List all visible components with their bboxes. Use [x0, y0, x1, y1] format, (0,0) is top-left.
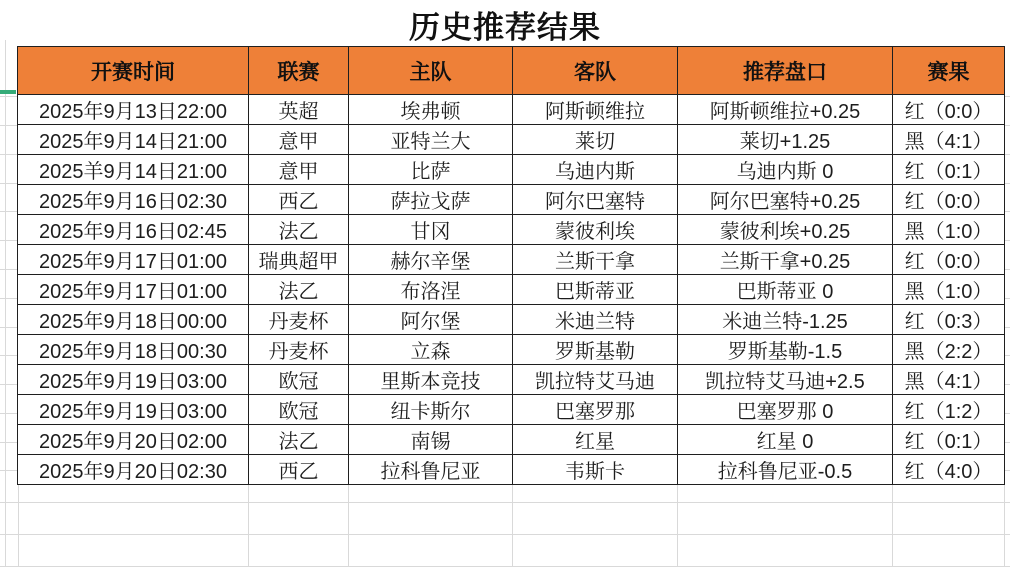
home-team-cell[interactable]: 赫尔辛堡 [349, 245, 513, 275]
away-team-cell[interactable]: 红星 [513, 425, 678, 455]
table-row [18, 125, 1005, 155]
away-team-cell[interactable]: 蒙彼利埃 [513, 215, 678, 245]
header-cell-home-team[interactable]: 主队 [349, 47, 513, 95]
home-team-cell[interactable]: 阿尔堡 [349, 305, 513, 335]
home-team-cell[interactable]: 拉科鲁尼亚 [349, 455, 513, 485]
match-time-cell[interactable]: 2025年9月17日01:00 [18, 245, 249, 275]
handicap-cell[interactable]: 阿斯顿维拉+0.25 [678, 95, 893, 125]
league-cell[interactable]: 欧冠 [249, 395, 349, 425]
match-time-cell[interactable]: 2025年9月16日02:30 [18, 185, 249, 215]
away-team-cell[interactable]: 阿斯顿维拉 [513, 95, 678, 125]
league-cell[interactable]: 法乙 [249, 275, 349, 305]
row-selection-indicator [0, 90, 16, 94]
match-time-cell[interactable]: 2025年9月13日22:00 [18, 95, 249, 125]
match-time-cell[interactable]: 2025年9月20日02:00 [18, 425, 249, 455]
home-team-cell[interactable]: 南锡 [349, 425, 513, 455]
away-team-cell[interactable]: 罗斯基勒 [513, 335, 678, 365]
result-cell[interactable]: 黑（2:2） [893, 335, 1005, 365]
handicap-cell[interactable]: 莱切+1.25 [678, 125, 893, 155]
league-cell[interactable]: 英超 [249, 95, 349, 125]
table-row [18, 455, 1005, 485]
result-cell[interactable]: 黑（4:1） [893, 365, 1005, 395]
page-title: 历史推荐结果 [409, 10, 601, 45]
result-cell[interactable]: 黑（1:0） [893, 275, 1005, 305]
header-row [18, 47, 1005, 95]
table-row [18, 185, 1005, 215]
league-cell[interactable]: 意甲 [249, 125, 349, 155]
handicap-cell[interactable]: 巴塞罗那 0 [678, 395, 893, 425]
away-team-cell[interactable]: 兰斯干拿 [513, 245, 678, 275]
handicap-cell[interactable]: 阿尔巴塞特+0.25 [678, 185, 893, 215]
header-cell-result[interactable]: 赛果 [893, 47, 1005, 95]
handicap-cell[interactable]: 拉科鲁尼亚-0.5 [678, 455, 893, 485]
league-cell[interactable]: 瑞典超甲 [249, 245, 349, 275]
away-team-cell[interactable]: 韦斯卡 [513, 455, 678, 485]
result-cell[interactable]: 红（0:3） [893, 305, 1005, 335]
handicap-cell[interactable]: 罗斯基勒-1.5 [678, 335, 893, 365]
home-team-cell[interactable]: 亚特兰大 [349, 125, 513, 155]
match-time-cell[interactable]: 2025羊9月14日21:00 [18, 155, 249, 185]
table-row [18, 305, 1005, 335]
header-cell-league[interactable]: 联赛 [249, 47, 349, 95]
league-cell[interactable]: 欧冠 [249, 365, 349, 395]
away-team-cell[interactable]: 巴斯蒂亚 [513, 275, 678, 305]
home-team-cell[interactable]: 纽卡斯尔 [349, 395, 513, 425]
result-cell[interactable]: 红（0:1） [893, 155, 1005, 185]
league-cell[interactable]: 西乙 [249, 185, 349, 215]
away-team-cell[interactable]: 乌迪内斯 [513, 155, 678, 185]
away-team-cell[interactable]: 阿尔巴塞特 [513, 185, 678, 215]
result-cell[interactable]: 红（0:0） [893, 185, 1005, 215]
home-team-cell[interactable]: 甘冈 [349, 215, 513, 245]
league-cell[interactable]: 法乙 [249, 215, 349, 245]
away-team-cell[interactable]: 莱切 [513, 125, 678, 155]
result-cell[interactable]: 黑（4:1） [893, 125, 1005, 155]
result-cell[interactable]: 红（0:0） [893, 95, 1005, 125]
home-team-cell[interactable]: 比萨 [349, 155, 513, 185]
table-row [18, 275, 1005, 305]
table-row [18, 395, 1005, 425]
header-cell-handicap[interactable]: 推荐盘口 [678, 47, 893, 95]
handicap-cell[interactable]: 红星 0 [678, 425, 893, 455]
table-row [18, 155, 1005, 185]
table-row [18, 95, 1005, 125]
header-cell-away-team[interactable]: 客队 [513, 47, 678, 95]
handicap-cell[interactable]: 乌迪内斯 0 [678, 155, 893, 185]
match-time-cell[interactable]: 2025年9月19日03:00 [18, 395, 249, 425]
results-tbody [18, 95, 1005, 485]
league-cell[interactable]: 丹麦杯 [249, 335, 349, 365]
gridline [5, 40, 6, 567]
home-team-cell[interactable]: 萨拉戈萨 [349, 185, 513, 215]
handicap-cell[interactable]: 米迪兰特-1.25 [678, 305, 893, 335]
match-time-cell[interactable]: 2025年9月19日03:00 [18, 365, 249, 395]
league-cell[interactable]: 西乙 [249, 455, 349, 485]
match-time-cell[interactable]: 2025年9月17日01:00 [18, 275, 249, 305]
result-cell[interactable]: 红（4:0） [893, 455, 1005, 485]
results-table [17, 46, 1005, 485]
gridline [0, 534, 1010, 535]
league-cell[interactable]: 法乙 [249, 425, 349, 455]
table-row [18, 215, 1005, 245]
handicap-cell[interactable]: 巴斯蒂亚 0 [678, 275, 893, 305]
table-row [18, 365, 1005, 395]
gridline [0, 502, 1010, 503]
away-team-cell[interactable]: 巴塞罗那 [513, 395, 678, 425]
away-team-cell[interactable]: 凯拉特艾马迪 [513, 365, 678, 395]
home-team-cell[interactable]: 埃弗顿 [349, 95, 513, 125]
home-team-cell[interactable]: 里斯本竞技 [349, 365, 513, 395]
match-time-cell[interactable]: 2025年9月16日02:45 [18, 215, 249, 245]
result-cell[interactable]: 红（1:2） [893, 395, 1005, 425]
home-team-cell[interactable]: 布洛涅 [349, 275, 513, 305]
table-row [18, 425, 1005, 455]
away-team-cell[interactable]: 米迪兰特 [513, 305, 678, 335]
handicap-cell[interactable]: 蒙彼利埃+0.25 [678, 215, 893, 245]
table-row [18, 245, 1005, 275]
handicap-cell[interactable]: 兰斯干拿+0.25 [678, 245, 893, 275]
match-time-cell[interactable]: 2025年9月14日21:00 [18, 125, 249, 155]
match-time-cell[interactable]: 2025年9月18日00:30 [18, 335, 249, 365]
result-cell[interactable]: 红（0:1） [893, 425, 1005, 455]
home-team-cell[interactable]: 立森 [349, 335, 513, 365]
match-time-cell[interactable]: 2025年9月18日00:00 [18, 305, 249, 335]
table-row [18, 335, 1005, 365]
league-cell[interactable]: 意甲 [249, 155, 349, 185]
league-cell[interactable]: 丹麦杯 [249, 305, 349, 335]
match-time-cell[interactable]: 2025年9月20日02:30 [18, 455, 249, 485]
header-cell-match-time[interactable]: 开赛时间 [18, 47, 249, 95]
result-cell[interactable]: 红（0:0） [893, 245, 1005, 275]
result-cell[interactable]: 黑（1:0） [893, 215, 1005, 245]
handicap-cell[interactable]: 凯拉特艾马迪+2.5 [678, 365, 893, 395]
